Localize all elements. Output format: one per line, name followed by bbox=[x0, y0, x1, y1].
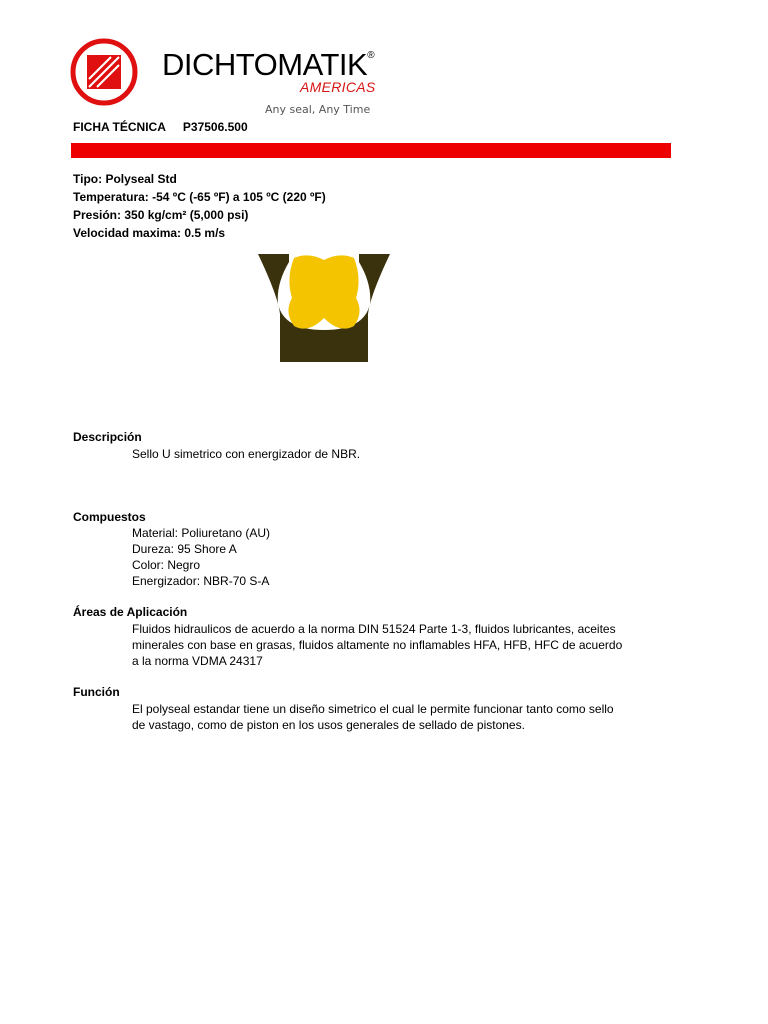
u-seal-profile-icon bbox=[256, 254, 392, 362]
compuesto-color: Color: Negro bbox=[132, 558, 201, 572]
compuesto-material: Material: Poliuretano (AU) bbox=[132, 526, 271, 540]
section-title-compuestos: Compuestos bbox=[73, 510, 146, 524]
descripcion-text: Sello U simetrico con energizador de NBR. bbox=[132, 447, 361, 461]
funcion-line: de vastago, como de piston en los usos generales de sellado de pistones. bbox=[132, 718, 525, 732]
funcion-text bbox=[132, 701, 614, 733]
header-divider-bar bbox=[71, 143, 671, 158]
spec-tipo: Tipo: Polyseal Std bbox=[73, 172, 177, 186]
spec-temperatura: Temperatura: -54 ºC (-65 ºF) a 105 ºC (220 ºF) bbox=[73, 190, 326, 204]
section-title-areas: Áreas de Aplicación bbox=[73, 605, 188, 619]
sheet-label: FICHA TÉCNICA bbox=[73, 120, 166, 134]
brand-slogan: Any seal, Any Time bbox=[265, 103, 371, 116]
areas-line: Fluidos hidraulicos de acuerdo a la norma DIN 51524 Parte 1-3, fluidos lubricantes, aceites bbox=[132, 622, 616, 636]
spec-velocidad: Velocidad maxima: 0.5 m/s bbox=[73, 226, 226, 240]
spec-presion: Presión: 350 kg/cm² (5,000 psi) bbox=[73, 208, 249, 222]
areas-text bbox=[132, 621, 622, 669]
brand-name: DICHTOMATIK® bbox=[162, 47, 375, 82]
compuesto-energizador: Energizador: NBR-70 S-A bbox=[132, 574, 270, 588]
brand-subtitle: AMERICAS bbox=[300, 79, 376, 95]
compuestos-list bbox=[132, 525, 270, 589]
funcion-line: El polyseal estandar tiene un diseño simetrico el cual le permite funcionar tanto como sello bbox=[132, 702, 614, 716]
registered-mark: ® bbox=[367, 50, 375, 61]
areas-line: a la norma VDMA 24317 bbox=[132, 654, 263, 668]
compuesto-dureza: Dureza: 95 Shore A bbox=[132, 542, 237, 556]
section-title-descripcion: Descripción bbox=[73, 430, 142, 444]
product-code: P37506.500 bbox=[182, 120, 248, 134]
section-title-funcion: Función bbox=[73, 685, 120, 699]
sheet-title bbox=[73, 120, 248, 134]
dichtomatik-logo-icon bbox=[70, 38, 138, 106]
areas-line: minerales con base en grasas, fluidos altamente no inflamables HFA, HFB, HFC de acuerdo bbox=[132, 638, 623, 652]
